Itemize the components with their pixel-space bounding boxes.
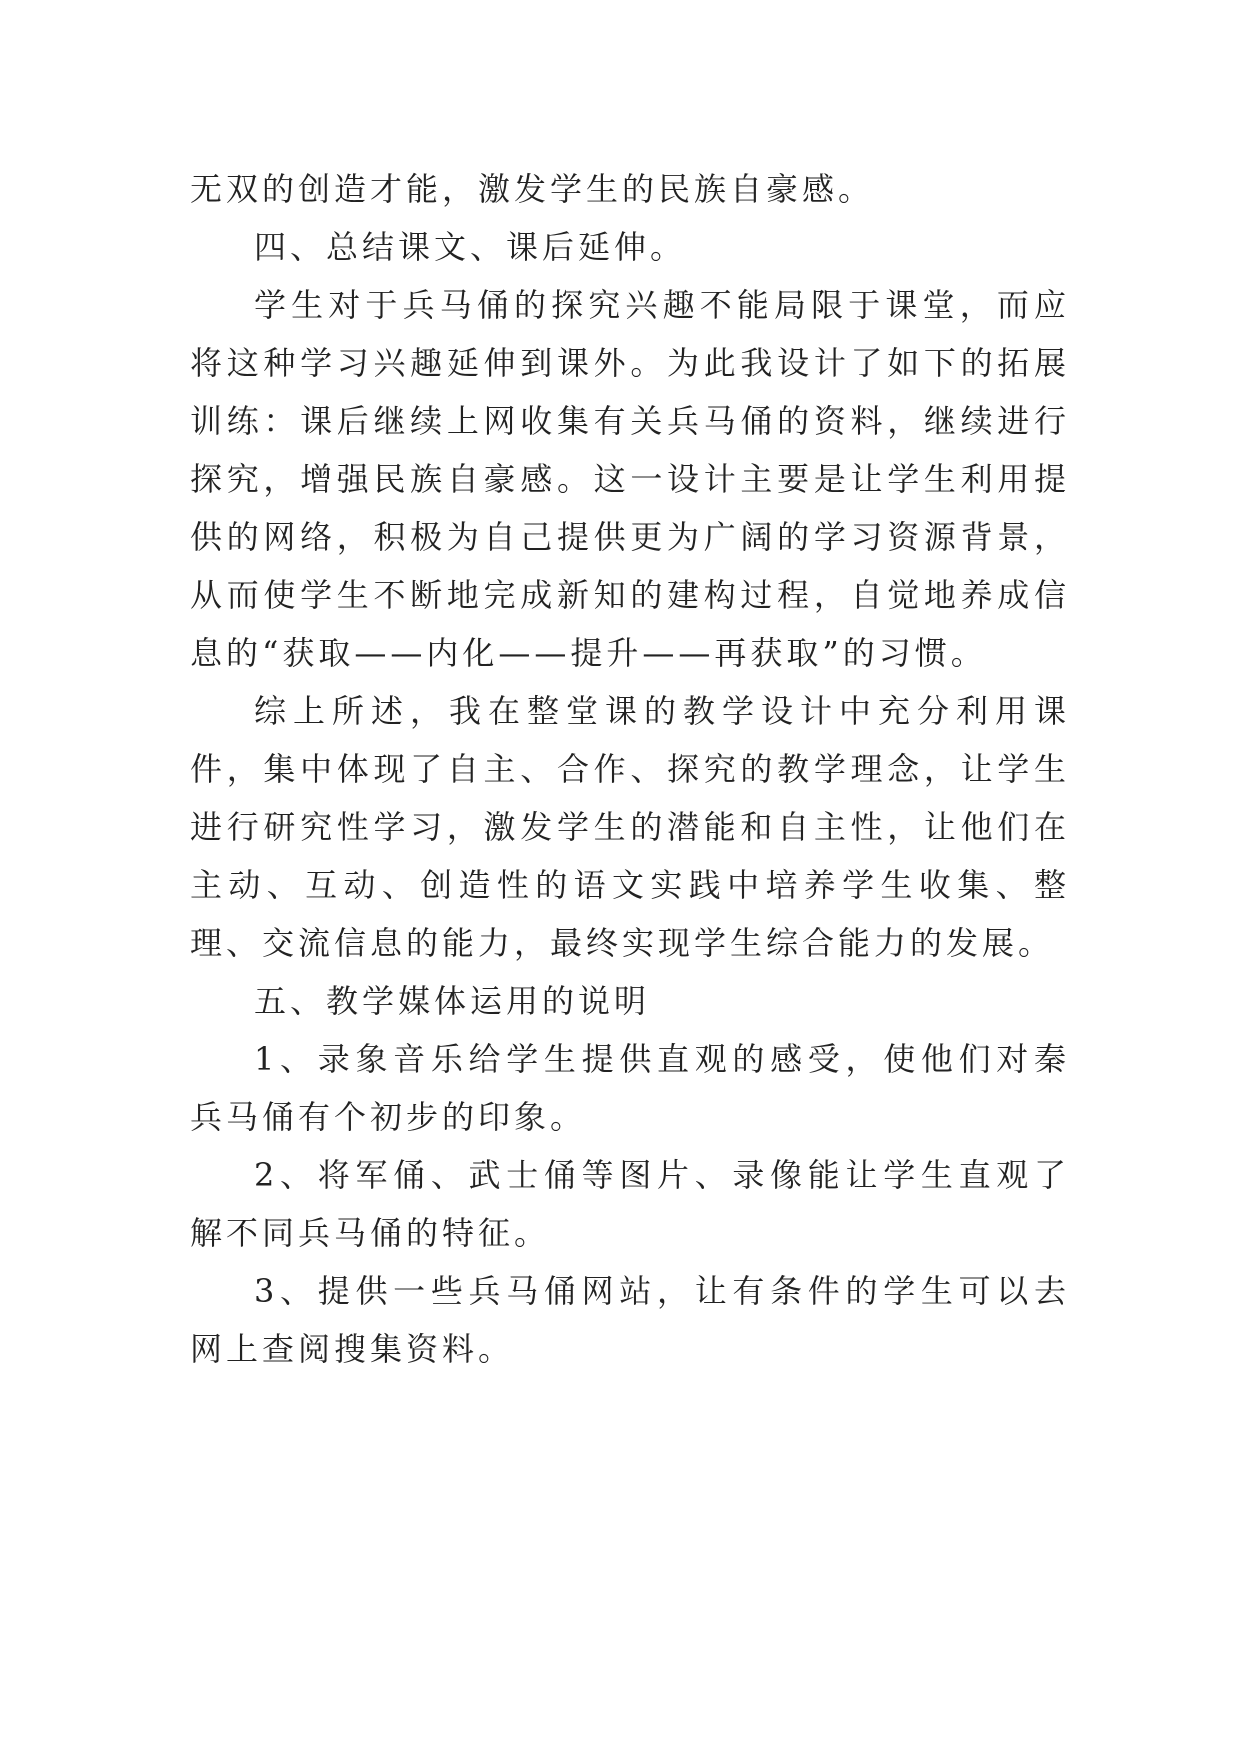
paragraph-conclusion: 综上所述，我在整堂课的教学设计中充分利用课件，集中体现了自主、合作、探究的教学理念，让学生进行研究性学习，激发学生的潜能和自主性，让他们在主动、互动、创造性的语文实践中培养学生收集、整理、交流信息的能力，最终实现学生综合能力的发展。 (190, 692, 1070, 962)
list-item-media-3: 3、提供一些兵马俑网站，让有条件的学生可以去网上查阅搜集资料。 (190, 1272, 1070, 1368)
paragraph-continuation: 无双的创造才能，激发学生的民族自豪感。 (190, 170, 875, 208)
list-item-media-2: 2、将军俑、武士俑等图片、录像能让学生直观了解不同兵马俑的特征。 (190, 1156, 1070, 1252)
document-body (190, 160, 1070, 1378)
section-heading-media: 五、教学媒体运用的说明 (254, 982, 651, 1020)
paragraph-extension: 学生对于兵马俑的探究兴趣不能局限于课堂，而应将这种学习兴趣延伸到课外。为此我设计了如下的拓展训练：课后继续上网收集有关兵马俑的资料，继续进行探究，增强民族自豪感。这一设计主要是让学生利用提供的网络，积极为自己提供更为广阔的学习资源背景，从而使学生不断地完成新知的建构过程，自觉地养成信息的“获取——内化——提升——再获取”的习惯。 (190, 286, 1070, 672)
section-heading-summary: 四、总结课文、课后延伸。 (254, 228, 687, 266)
list-item-media-1: 1、录象音乐给学生提供直观的感受，使他们对秦兵马俑有个初步的印象。 (190, 1040, 1070, 1136)
